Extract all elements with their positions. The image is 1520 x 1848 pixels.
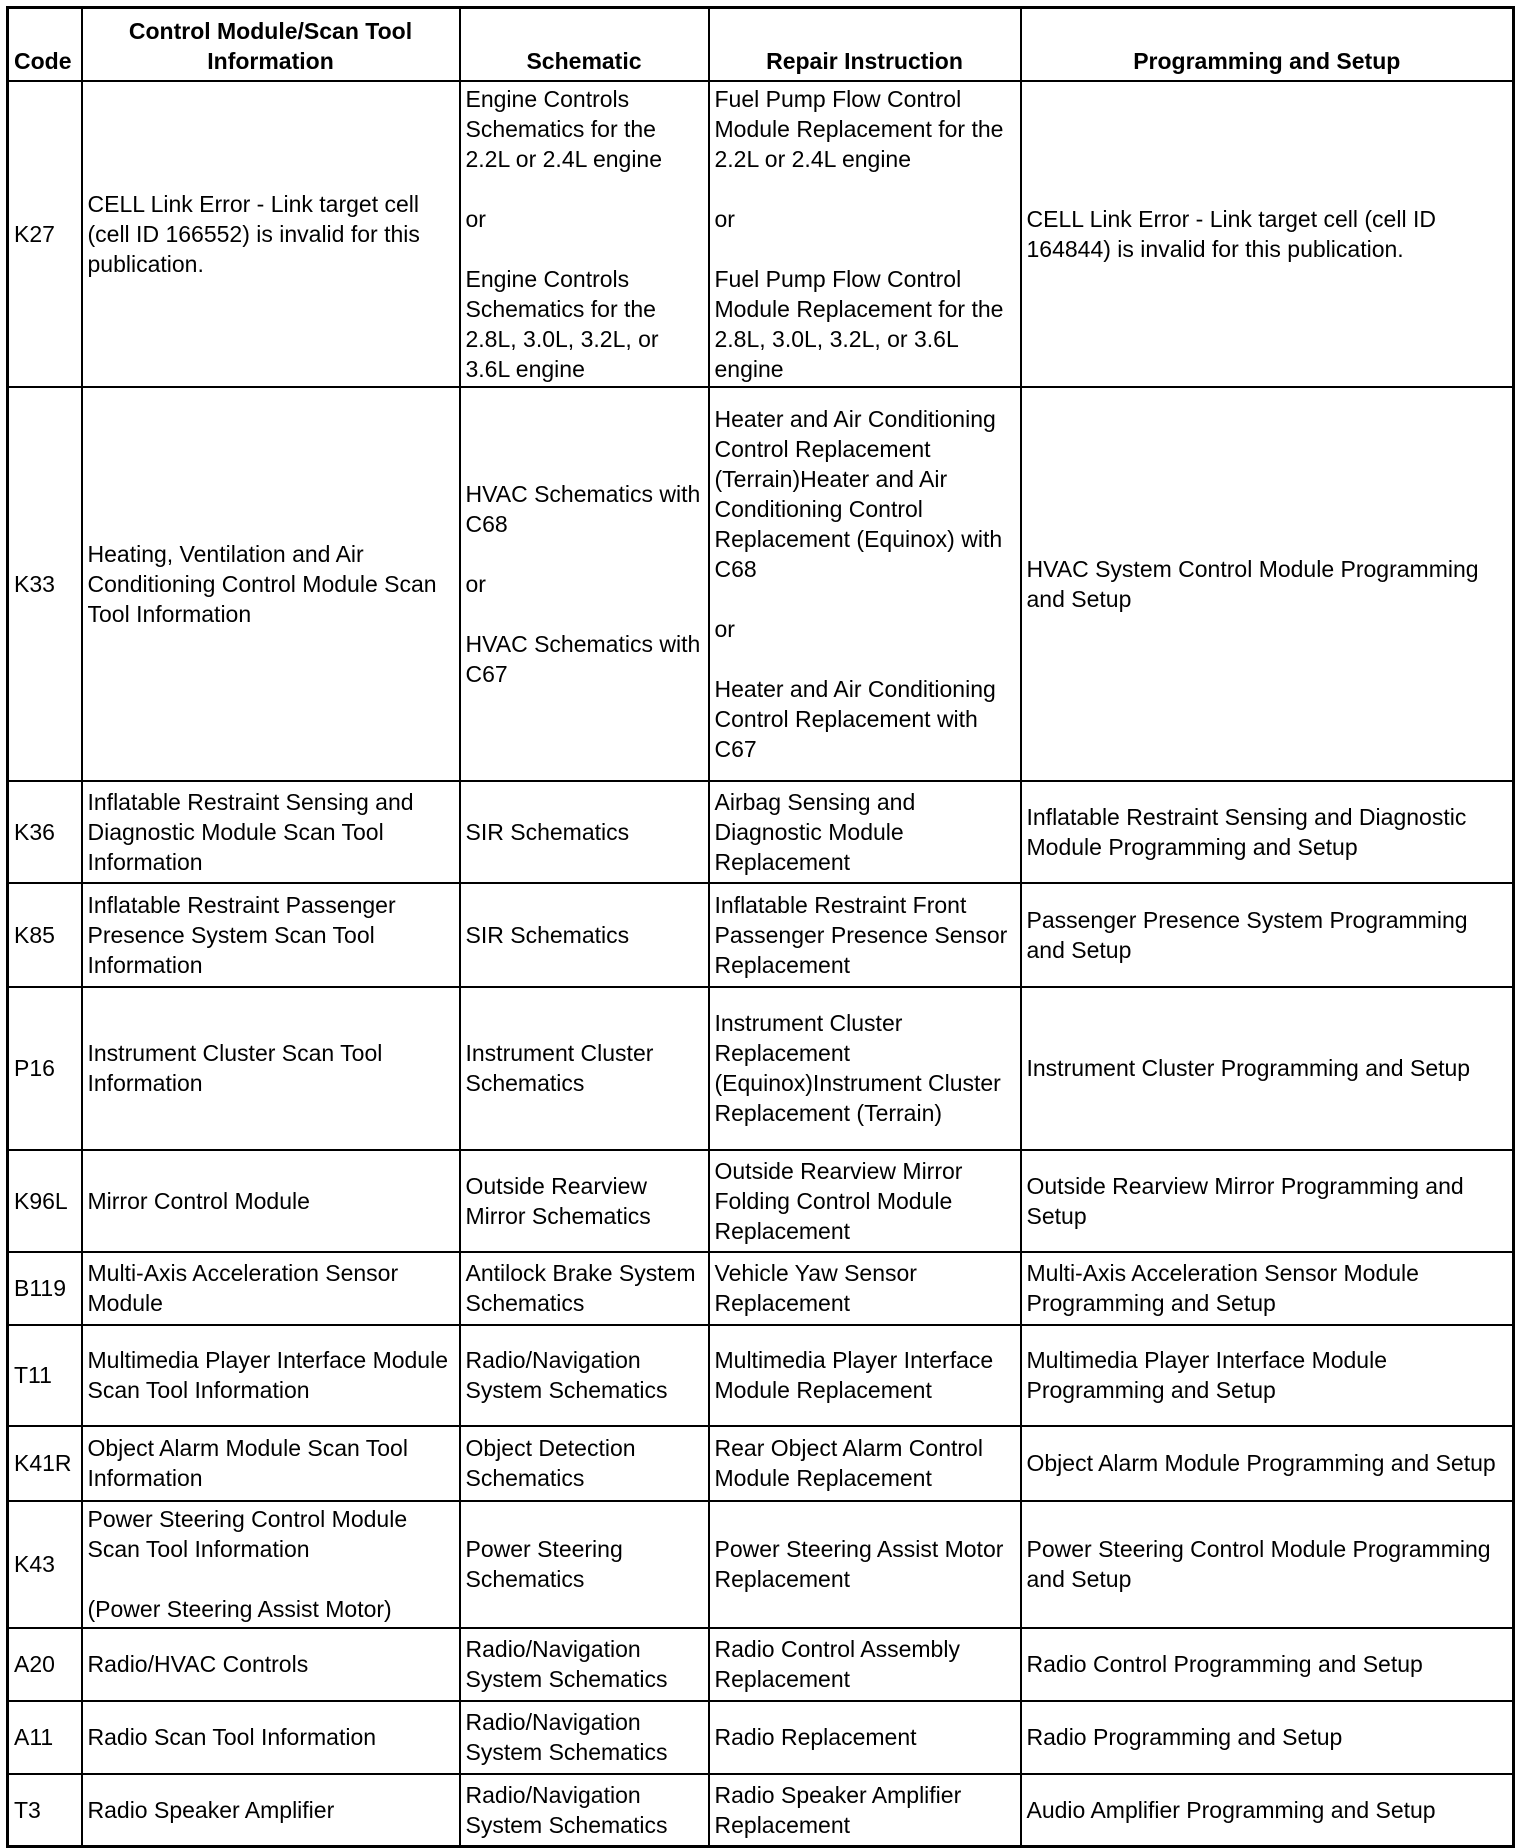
table-row [8,387,1514,781]
cell-schematic: SIR Schematics [460,883,709,987]
cell-schematic: Radio/Navigation System Schematics [460,1701,709,1774]
cell-code: K27 [8,81,82,387]
cell-programming: Outside Rearview Mirror Programming and Setup [1021,1150,1514,1252]
cell-schematic: Antilock Brake System Schematics [460,1252,709,1325]
cell-schematic: Radio/Navigation System Schematics [460,1628,709,1701]
table-row [8,1150,1514,1252]
cell-schematic: Instrument Cluster Schematics [460,987,709,1150]
cell-schematic: Power Steering Schematics [460,1501,709,1628]
cell-code: A20 [8,1628,82,1701]
cell-code: A11 [8,1701,82,1774]
cell-module: Instrument Cluster Scan Tool Information [82,987,460,1150]
cell-schematic: HVAC Schematics with C68 or HVAC Schematics with C67 [460,387,709,781]
module-reference-table [6,6,1515,1848]
cell-schematic: SIR Schematics [460,781,709,883]
cell-module: Radio Speaker Amplifier [82,1774,460,1847]
cell-module: Multi-Axis Acceleration Sensor Module [82,1252,460,1325]
cell-repair: Vehicle Yaw Sensor Replacement [709,1252,1021,1325]
cell-schematic: Engine Controls Schematics for the 2.2L or 2.4L engine or Engine Controls Schematics for the 2.8L, 3.0L, 3.2L, or 3.6L engine [460,81,709,387]
cell-programming: Multi-Axis Acceleration Sensor Module Programming and Setup [1021,1252,1514,1325]
cell-repair: Outside Rearview Mirror Folding Control Module Replacement [709,1150,1021,1252]
cell-programming: HVAC System Control Module Programming and Setup [1021,387,1514,781]
cell-module: Heating, Ventilation and Air Conditioning Control Module Scan Tool Information [82,387,460,781]
cell-code: T11 [8,1325,82,1426]
cell-repair: Rear Object Alarm Control Module Replacement [709,1426,1021,1501]
table-row [8,1501,1514,1628]
header-schematic: Schematic [460,8,709,81]
header-repair: Repair Instruction [709,8,1021,81]
cell-repair: Airbag Sensing and Diagnostic Module Replacement [709,781,1021,883]
cell-code: K96L [8,1150,82,1252]
cell-schematic: Radio/Navigation System Schematics [460,1325,709,1426]
header-row [8,8,1514,81]
cell-code: K36 [8,781,82,883]
table-row [8,781,1514,883]
cell-programming: Multimedia Player Interface Module Programming and Setup [1021,1325,1514,1426]
cell-code: T3 [8,1774,82,1847]
cell-module: Multimedia Player Interface Module Scan Tool Information [82,1325,460,1426]
cell-repair: Multimedia Player Interface Module Replacement [709,1325,1021,1426]
table-row [8,1701,1514,1774]
cell-code: K33 [8,387,82,781]
cell-repair: Heater and Air Conditioning Control Replacement (Terrain)Heater and Air Conditioning Control Replacement (Equinox) with C68 or Heater and Air Conditioning Control Replacement with C67 [709,387,1021,781]
cell-programming: Passenger Presence System Programming and Setup [1021,883,1514,987]
table-row [8,1325,1514,1426]
table-row [8,1774,1514,1847]
cell-repair: Fuel Pump Flow Control Module Replacement for the 2.2L or 2.4L engine or Fuel Pump Flow Control Module Replacement for the 2.8L, 3.0L, 3.2L, or 3.6L engine [709,81,1021,387]
header-programming: Programming and Setup [1021,8,1514,81]
cell-repair: Inflatable Restraint Front Passenger Presence Sensor Replacement [709,883,1021,987]
cell-repair: Radio Replacement [709,1701,1021,1774]
cell-programming: Radio Control Programming and Setup [1021,1628,1514,1701]
cell-schematic: Radio/Navigation System Schematics [460,1774,709,1847]
cell-programming: Instrument Cluster Programming and Setup [1021,987,1514,1150]
cell-module: Radio/HVAC Controls [82,1628,460,1701]
cell-repair: Radio Speaker Amplifier Replacement [709,1774,1021,1847]
cell-code: P16 [8,987,82,1150]
cell-module: Power Steering Control Module Scan Tool Information (Power Steering Assist Motor) [82,1501,460,1628]
cell-repair: Instrument Cluster Replacement (Equinox)Instrument Cluster Replacement (Terrain) [709,987,1021,1150]
table-row [8,81,1514,387]
cell-programming: Audio Amplifier Programming and Setup [1021,1774,1514,1847]
cell-programming: Object Alarm Module Programming and Setup [1021,1426,1514,1501]
cell-programming: Power Steering Control Module Programming and Setup [1021,1501,1514,1628]
cell-module: Radio Scan Tool Information [82,1701,460,1774]
cell-programming: Inflatable Restraint Sensing and Diagnostic Module Programming and Setup [1021,781,1514,883]
cell-module: Inflatable Restraint Sensing and Diagnostic Module Scan Tool Information [82,781,460,883]
cell-code: K43 [8,1501,82,1628]
table-row [8,883,1514,987]
cell-schematic: Object Detection Schematics [460,1426,709,1501]
table-row [8,1252,1514,1325]
header-code: Code [8,8,82,81]
header-module: Control Module/Scan Tool Information [82,8,460,81]
cell-programming: Radio Programming and Setup [1021,1701,1514,1774]
cell-module: Mirror Control Module [82,1150,460,1252]
cell-programming: CELL Link Error - Link target cell (cell ID 164844) is invalid for this publication. [1021,81,1514,387]
cell-code: B119 [8,1252,82,1325]
cell-schematic: Outside Rearview Mirror Schematics [460,1150,709,1252]
cell-module: Inflatable Restraint Passenger Presence System Scan Tool Information [82,883,460,987]
table-row [8,1426,1514,1501]
cell-code: K41R [8,1426,82,1501]
cell-repair: Power Steering Assist Motor Replacement [709,1501,1021,1628]
cell-code: K85 [8,883,82,987]
table-row [8,987,1514,1150]
cell-repair: Radio Control Assembly Replacement [709,1628,1021,1701]
table-row [8,1628,1514,1701]
cell-module: Object Alarm Module Scan Tool Information [82,1426,460,1501]
cell-module: CELL Link Error - Link target cell (cell ID 166552) is invalid for this publication. [82,81,460,387]
